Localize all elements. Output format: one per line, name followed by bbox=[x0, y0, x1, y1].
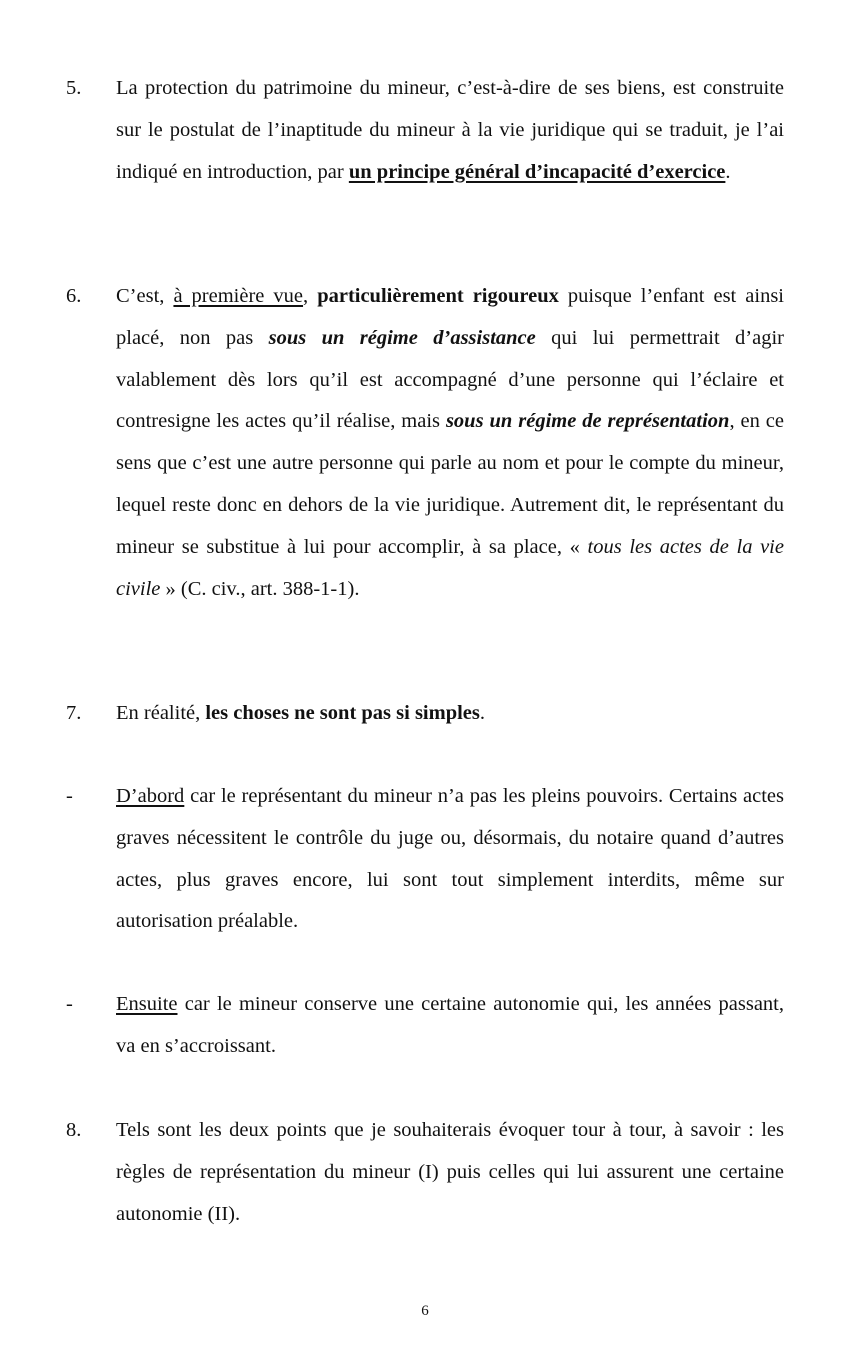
emphasis-bold: particulièrement rigoureux bbox=[317, 285, 559, 307]
text-run: En réalité, bbox=[116, 702, 206, 724]
paragraph-number: 8. bbox=[66, 1119, 82, 1141]
page-number: 6 bbox=[421, 1303, 429, 1319]
text-run: . bbox=[725, 160, 731, 183]
bullet-item-dabord bbox=[66, 776, 784, 943]
paragraph-text bbox=[116, 776, 784, 943]
text-run: . bbox=[479, 702, 485, 724]
emphasis-bold-italic: sous un régime d’assistance bbox=[268, 326, 536, 349]
paragraph-6 bbox=[66, 276, 784, 610]
paragraph-text bbox=[116, 276, 784, 610]
paragraph-text bbox=[116, 984, 784, 1068]
emphasis-underline: D’abord bbox=[116, 785, 185, 807]
text-run: La protection du patrimoine du mineur, c’est-à-dire de ses biens, est construite sur le postulat de l’inaptitude du mineur à la vie juridique qui se traduit, je l’ai indiqué en introduction, par bbox=[116, 77, 784, 183]
text-run: » (C. civ., art. 388-1-1). bbox=[160, 577, 360, 600]
paragraph-8 bbox=[66, 1110, 784, 1235]
text-run: , bbox=[303, 285, 318, 307]
paragraph-number: 7. bbox=[66, 702, 82, 724]
paragraph-text bbox=[116, 68, 784, 193]
text-run: , en ce sens que c’est une autre personne qui parle au nom et pour le compte du mineur, lequel reste donc en dehors de la vie juridique. Autrement dit, le représentant du mineur se substitue à lui pour accomplir, à sa place, « bbox=[116, 410, 784, 558]
emphasis-italic: tous les actes de la vie civile bbox=[116, 535, 784, 600]
emphasis-underline: à première vue bbox=[173, 285, 304, 307]
text-run: C’est, bbox=[116, 285, 174, 307]
text-run: qui lui permettrait d’agir valablement dès lors qu’il est accompagné d’une personne qui l’éclaire et contresigne les actes qu’il réalise, mais bbox=[116, 326, 784, 433]
bullet-dash: - bbox=[66, 993, 73, 1015]
text-run: car le représentant du mineur n’a pas les pleins pouvoirs. Certains actes graves nécessitent le contrôle du juge ou, désormais, du notaire quand d’autres actes, plus graves encore, lui sont tout simplement interdits, même sur autorisation préalable. bbox=[116, 785, 784, 933]
emphasis-bold-italic: sous un régime de représentation bbox=[445, 410, 730, 433]
text-run: puisque l’enfant est ainsi placé, non pas bbox=[116, 285, 784, 349]
paragraph-7 bbox=[66, 693, 784, 735]
emphasis-underline: Ensuite bbox=[116, 993, 178, 1015]
text-run: car le mineur conserve une certaine autonomie qui, les années passant, va en s’accroissant. bbox=[116, 993, 784, 1057]
paragraph-text bbox=[116, 693, 784, 735]
text-run: Tels sont les deux points que je souhaiterais évoquer tour à tour, à savoir : les règles de représentation du mineur (I) puis celles qui lui assurent une certaine autonomie (II). bbox=[116, 1119, 784, 1225]
bullet-dash: - bbox=[66, 785, 73, 807]
paragraph-text bbox=[116, 1110, 784, 1235]
bullet-item-ensuite bbox=[66, 984, 784, 1068]
paragraph-number: 6. bbox=[66, 285, 82, 307]
paragraph-5 bbox=[66, 68, 784, 193]
paragraph-number: 5. bbox=[66, 77, 82, 99]
emphasis-bold-underline: un principe général d’incapacité d’exercice bbox=[348, 160, 726, 183]
emphasis-bold: les choses ne sont pas si simples bbox=[205, 702, 480, 724]
